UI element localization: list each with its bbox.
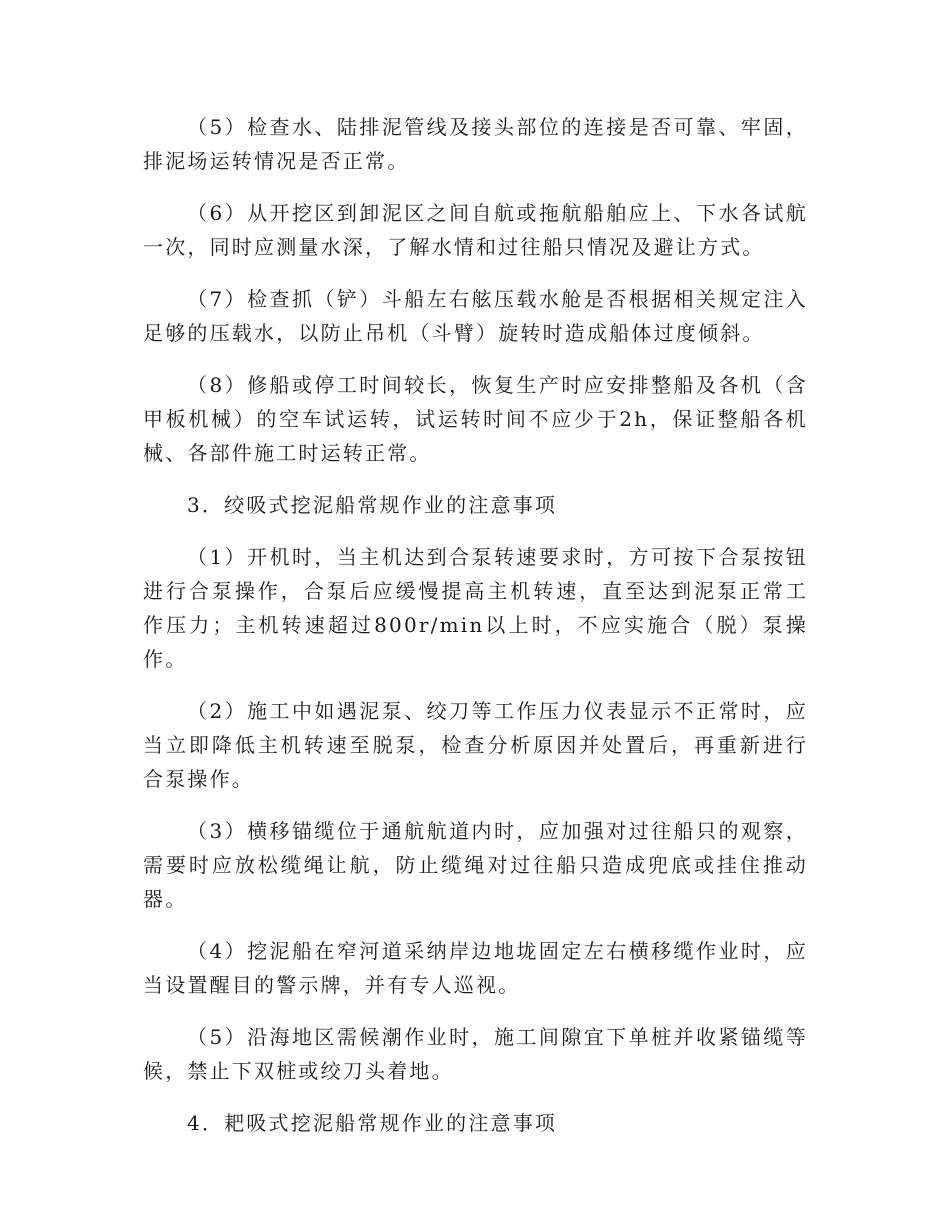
paragraph-item-1-pump-engage: （1）开机时，当主机达到合泵转速要求时，方可按下合泵按钮进行合泵操作，合泵后应缓慢提高主机转速，直至达到泥泵正常工作压力；主机转速超过800r/min以上时，不应实施合（脱）泵操作。 [143,545,808,671]
paragraph-item-3-anchor-cable: （3）横移锚缆位于通航航道内时，应加强对过往船只的观察，需要时应放松缆绳让航，防止缆绳对过往船只造成兜底或挂住推动器。 [143,819,808,911]
paragraph-item-5-tide-waiting: （5）沿海地区需候潮作业时，施工间隙宜下单桩并收紧锚缆等候，禁止下双桩或绞刀头着地。 [143,1025,808,1083]
paragraph-item-5-pipeline-check: （5）检查水、陆排泥管线及接头部位的连接是否可靠、牢固，排泥场运转情况是否正常。 [143,115,808,173]
paragraph-item-6-trial-voyage: （6）从开挖区到卸泥区之间自航或拖航船舶应上、下水各试航一次，同时应测量水深，了解水情和过往船只情况及避让方式。 [143,201,808,259]
document-body [143,110,808,1158]
paragraph-item-8-trial-run: （8）修船或停工时间较长，恢复生产时应安排整船及各机（含甲板机械）的空车试运转，试运转时间不应少于2h，保证整船各机械、各部件施工时运转正常。 [143,373,808,465]
paragraph-item-2-abnormal-pressure: （2）施工中如遇泥泵、绞刀等工作压力仪表显示不正常时，应当立即降低主机转速至脱泵，检查分析原因并处置后，再重新进行合泵操作。 [143,699,808,791]
section-heading-trailing-suction: 4．耙吸式挖泥船常规作业的注意事项 [187,1111,558,1135]
paragraph-item-4-warning-sign: （4）挖泥船在窄河道采纳岸边地垅固定左右横移缆作业时，应当设置醒目的警示牌，并有专人巡视。 [143,939,808,997]
section-heading-cutter-suction: 3．绞吸式挖泥船常规作业的注意事项 [187,493,558,517]
paragraph-item-7-ballast-check: （7）检查抓（铲）斗船左右舷压载水舱是否根据相关规定注入足够的压载水，以防止吊机（斗臂）旋转时造成船体过度倾斜。 [143,287,808,345]
